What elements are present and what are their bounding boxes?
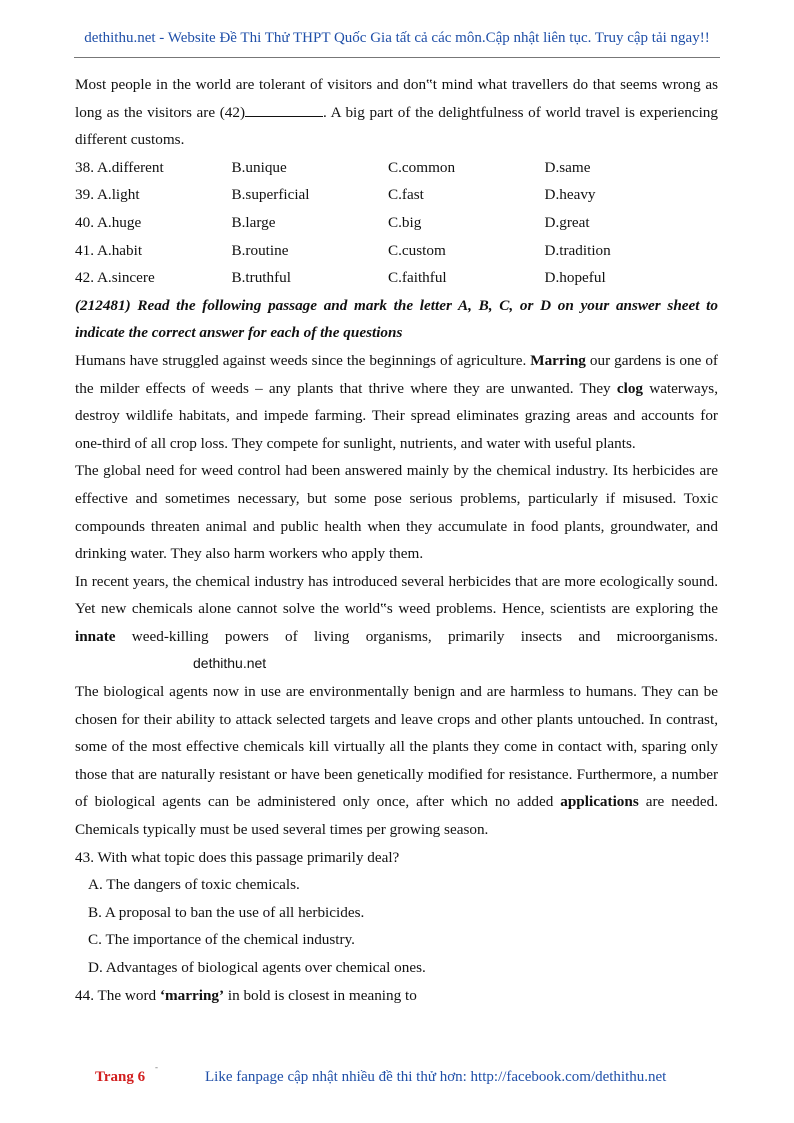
bold-word-marring: Marring <box>530 351 586 369</box>
bold-word-marring-quoted: ‘marring’ <box>159 986 225 1004</box>
option-c: C.common <box>388 158 456 176</box>
question-text: 44. The word <box>75 986 160 1004</box>
passage-text: are needed. Chemicals typically must be used several times per growing season. <box>75 793 719 839</box>
option-b: B.truthful <box>231 269 291 287</box>
site-header[interactable]: dethithu.net - Website Đề Thi Thử THPT Quốc Gia tất cả các môn.Cập nhật liên tục. Truy cập tải ngay!! <box>84 30 710 46</box>
option-d: D.tradition <box>544 241 611 259</box>
question-44-stem <box>75 982 718 1010</box>
passage-paragraph-1 <box>75 347 718 457</box>
option-d: D.hopeful <box>544 269 606 287</box>
bold-word-applications: applications <box>560 793 639 811</box>
question-43-option-c: C. The importance of the chemical industry. <box>88 931 355 949</box>
page-mark: - <box>155 1062 158 1072</box>
option-c: C.custom <box>388 241 446 259</box>
option-b: B.superficial <box>231 186 310 204</box>
facebook-link[interactable]: Like fanpage cập nhật nhiều đề thi thử hơn: http://facebook.com/dethithu.net <box>205 1069 667 1085</box>
question-text: in bold is closest in meaning to <box>224 986 417 1004</box>
option-c: C.faithful <box>388 269 447 287</box>
passage-text: our gardens is one of the milder effects of weeds – any plants that thrive where they are unwanted. They <box>75 351 718 397</box>
options-block <box>75 154 718 292</box>
passage-paragraph-2: The global need for weed control had been answered mainly by the chemical industry. Its herbicides are effective and sometimes necessary, but some pose serious problems, particularly if misused. Toxic compounds threaten animal and public health when they accumulate in food plants, groundwater, and drinking water. They also harm workers who apply them. <box>75 462 718 563</box>
passage-paragraph-3 <box>75 568 718 678</box>
answer-blank-42 <box>245 100 323 117</box>
question-39-options <box>75 181 718 209</box>
option-d: D.great <box>544 213 590 231</box>
question-43-option-d: D. Advantages of biological agents over chemical ones. <box>88 959 426 976</box>
passage-text: The biological agents now in use are environmentally benign and are harmless to humans. They can be chosen for their ability to attack selected targets and leave crops and other plants untouched. In contrast, some of the most effective chemicals kill virtually all the plants they come in contact with, sparing only those that are naturally resistant or have been genetically modified for resistance. Furthermore, a number of biological agents can be administered only once, after which no added <box>75 683 718 811</box>
option-a: 42. A.sincere <box>75 269 155 287</box>
page-number: Trang 6 <box>95 1069 146 1085</box>
option-c: C.fast <box>388 186 424 204</box>
question-43-stem: 43. With what topic does this passage primarily deal? <box>75 848 400 866</box>
option-b: B.routine <box>231 241 289 259</box>
option-d: D.same <box>544 158 591 176</box>
option-d: D.heavy <box>544 186 596 204</box>
option-b: B.unique <box>231 158 287 176</box>
option-c: C.big <box>388 213 422 231</box>
bold-word-innate: innate <box>75 627 116 645</box>
option-a: 39. A.light <box>75 186 140 204</box>
option-a: 38. A.different <box>75 158 164 176</box>
reading-instruction: (212481) Read the following passage and mark the letter A, B, C, or D on your answer sheet to indicate the correct answer for each of the questions <box>75 296 718 342</box>
passage-text: waterways, destroy wildlife habitats, and impede farming. Their spread eliminates grazing areas and accounts for one-third of all crop loss. They compete for sunlight, nutrients, and water with useful plants. <box>75 379 718 452</box>
question-43-option-a: A. The dangers of toxic chemicals. <box>88 876 300 894</box>
passage-text: In recent years, the chemical industry has introduced several herbicides that are more ecologically sound. Yet new chemicals alone cannot solve the world‟s weed problems. Hence, scientists are exploring the <box>75 572 718 618</box>
document-body <box>75 71 718 1009</box>
intro-paragraph <box>75 71 718 154</box>
passage-text: weed-killing powers of living organisms, primarily insects and microorganisms. <box>115 627 718 645</box>
header-divider <box>74 57 720 58</box>
option-b: B.large <box>231 213 276 231</box>
question-38-options <box>75 154 718 182</box>
bold-word-clog: clog <box>616 379 644 397</box>
intro-text-before: Most people in the world are tolerant of visitors and don‟t mind what travellers do that seems wrong as long as the visitors are (42) <box>75 76 718 121</box>
question-42-options <box>75 264 718 292</box>
intro-text-after: . A big part of the delightfulness of world travel is experiencing different customs. <box>75 103 718 149</box>
passage-paragraph-4 <box>75 678 718 844</box>
question-40-options <box>75 209 718 237</box>
option-a: 40. A.huge <box>75 213 142 231</box>
question-43-option-b: B. A proposal to ban the use of all herbicides. <box>88 903 365 921</box>
watermark-text: dethithu.net <box>193 655 267 672</box>
passage-text: Humans have struggled against weeds since the beginnings of agriculture. <box>75 351 531 369</box>
option-a: 41. A.habit <box>75 241 143 259</box>
question-41-options <box>75 237 718 265</box>
